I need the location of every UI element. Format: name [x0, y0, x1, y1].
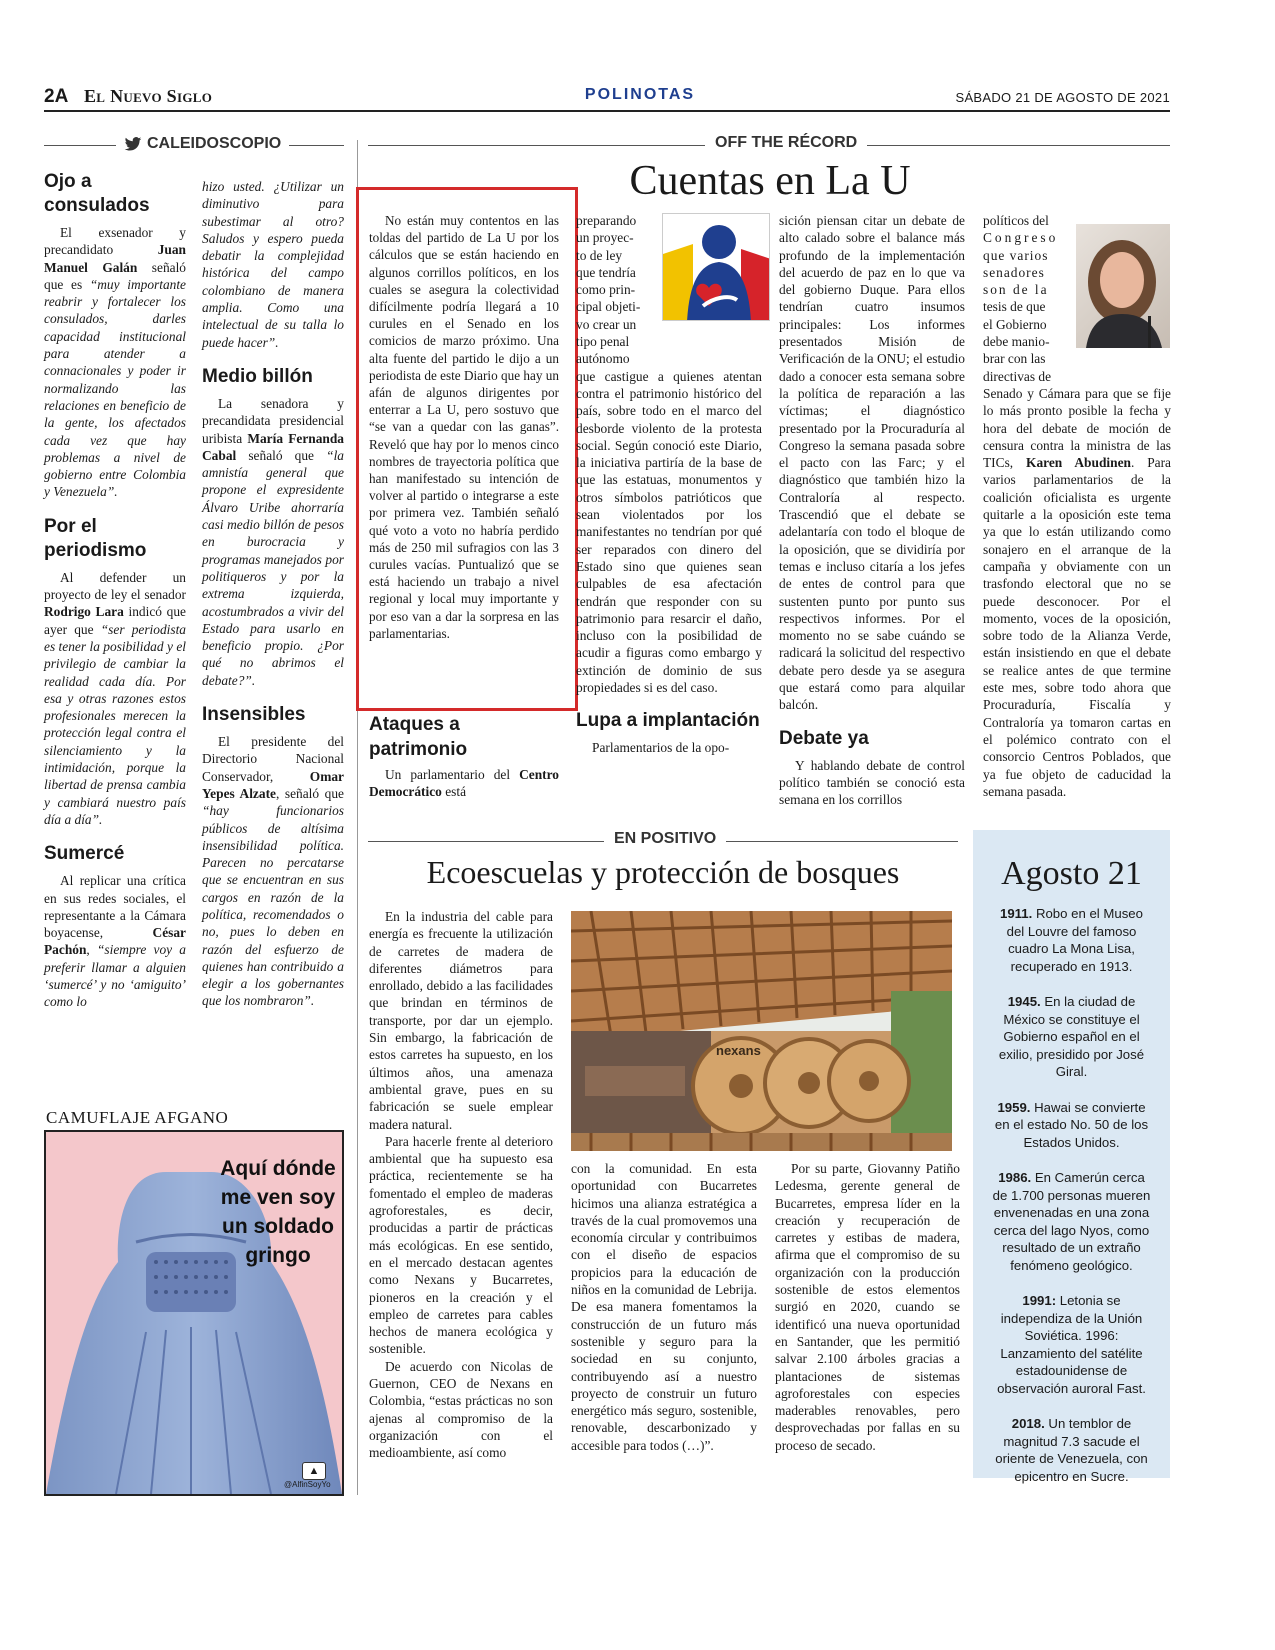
text-medio-billon: La senadora y precandidata presidencial uribista María Fernanda Cabal señaló que “la amnistía general que propone el expresidente Álvaro Uribe ahorraría casi medio billón de pesos en burocracia y programas manejados por politiqueros y por la extrema izquierda, acostumbrados a vivir del Estado para usarlo en beneficio propio. ¿Por qué no abrimos el debate?”.: [202, 395, 345, 688]
heading-ataques-patrimonio: Ataques a patrimonio: [369, 714, 468, 760]
text-guernon: De acuerdo con Nicolas de Guernon, CEO de Nexans en Colombia, “estas prácticas no son ajenas al compromiso de la organización con el medioambiente, así como: [369, 1358, 553, 1461]
enpositivo-label: EN POSITIVO: [604, 830, 726, 848]
heading-insensibles: Insensibles: [202, 704, 306, 726]
ecoschool-photo: [571, 911, 952, 1151]
date: SÁBADO 21 DE AGOSTO DE 2021: [955, 90, 1170, 105]
enpositivo-col1: [369, 908, 553, 1462]
cartoon-credit: @AlfinSoyYo: [284, 1480, 331, 1489]
text-implementacion: sición piensan citar un debate de alto calado sobre el balance más profundo de la implementación del acuerdo de paz en lo que va del gobierno Duque. Para ellos tendrían cuatro insumos principales: Los informes presentados Misión de Verificación de la ONU; el estudio dado a conocer esta semana sobre la política de reparación a las víctimas; el diagnóstico presentado por la Procuraduría al Congreso la semana pasada sobre el pacto con las Farc; y el diagnóstico que también hizo la Contraloría al respecto. Trascendió que el debate se adelantaría con todo el bloque de la oposición, que se dividiría por temas e incluso citaría a los jefes de entes de control para que sustenten punto por punto sus respectivos informes. Por el momento no se sabe cuándo se radicará la solicitud del respectivo debate pero desde ya se asegura que estará como para alquilar balcón.: [779, 213, 965, 713]
text-col4-lines: políticos del Congreso que varios senadores son de la tesis de que el Gobierno debe manio- brar con las directivas de: [983, 213, 1059, 384]
text-lupa: Parlamentarios de la opo-: [592, 740, 730, 756]
text-patrimonio: que castigue a quienes atentan contra el patrimonio histórico del país, sobre todo en el marco del desborde violento de la protesta social. Según conoció este Diario, la iniciativa partiría de la base de que las estatuas, monumentos y otros símbolos patrióticos que sean violentados por los manifestantes no tendrían por qué ser reparados con dinero del Estado sino que quienes sean culpables de esa afectación tendrán que responder con su patrimonio para resarcir el daño, incluso con la posibilidad de acudir a figuras como embargo y extinción de dominio de sus propiedades si es del caso.: [576, 368, 762, 696]
page-number: 2A: [44, 86, 69, 107]
text-debate: Y hablando debate de control político también se conoció esta semana en los corrillos: [779, 757, 965, 808]
caleidoscopio-col1: [44, 162, 186, 1011]
section-title: POLINOTAS: [584, 86, 696, 103]
text-insensibles: El presidente del Directorio Nacional Conservador, Omar Yepes Alzate, señaló que “hay funcionarios públicos de altísima insensibilidad política. Parecen no percatarse que se encuentran en sus cargos en razón de la política, recomendados o no, pues lo deben en razón del esfuerzo de quienes han contribuido a elegir a los gobernantes que los nombraron”.: [202, 734, 344, 1009]
offrecord-headline: Cuentas en La U: [629, 158, 911, 204]
caleidoscopio-label: CALEIDOSCOPIO: [147, 135, 282, 152]
ephemeris-item: 2018. Un temblor de magnitud 7.3 sacude el oriente de Venezuela, con epicentro en Sucre.: [995, 1416, 1148, 1484]
text-ataques: Un parlamentario del Centro Democrático está: [369, 767, 559, 800]
offrecord-col2: [576, 212, 762, 757]
offrecord-boxed-text: No están muy contentos en las toldas del partido de La U por los cálculos que se están haciendo en algunos corrillos políticos, en los cuales se asegura la colectividad difícilmente podría llegará a 10 curules en el Senado en los comicios de marzo próximo. Una alta fuente del partido le dijo a un periodista de este Diario que hay un afán de algunos dirigentes por enterrar a La U, pero sostuvo que “se van a quedar con las ganas”. Reveló que hay por lo menos cinco nombres de trayectoria política que han manifestado su intención de volver al partido o integrarse a este por primera vez. También señaló qué voto a voto no habría perdido más de 250 mil sufragios con las 3 curules vacías. Puntualizó que se está haciendo un trabajo a nivel regional y local muy importante y por eso van a dar la sorpresa en las parlamentarias.: [369, 213, 559, 641]
caleidoscopio-header: [44, 135, 344, 155]
text-mocion-censura: Senado y Cámara para que se fije lo más pronto posible la fecha y hora del debate de moción de censura contra la ministra de las TICs, Karen Abudinen. Para varios parlamentarios de la coalición oficialista es urgente quitarle a la oposición este tema ya que lo están utilizando como sonajero en el arranque de la campaña y obviamente con un trasfondo electoral que no se puede desconocer. Por el momento, voces de la oposición, sobre todo de la Alianza Verde, están insistiendo en que el debate se realice antes de que termine este mes, sobre todo ahora que Procuraduría, Fiscalía y Contraloría ya tomaron cartas en el polémico contrato con el consorcio Centros Poblados, que ya fue objeto de caducidad la semana pasada.: [983, 385, 1171, 799]
text-sumerce: Al replicar una crítica en sus redes sociales, el representante a la Cámara boyacense, César Pachón, “siempre voy a preferir llamar a alguien ‘sumercé’ y no ‘amiguito’ como lo: [44, 873, 186, 1010]
text-cable-intro: En la industria del cable para energía es frecuente la utilización de carretes de madera de diferentes diámetros para enrollado, debido a las facilidades que brindan en términos de transporte, por dar un ejemplo. Sin embargo, la fabricación de estos carretes ha supuesto, en los últimos años, una amenaza ambiental grave, pues en su fabricación se suele emplear madera natural.: [369, 909, 553, 1132]
text-continuation: hizo usted. ¿Utilizar un diminutivo para subestimar al otro? Saludos y espero pueda debatir la complejidad histórica del campo colombiano de manera amplia. Como una intelectual de su talla lo puede hacer”.: [202, 179, 344, 350]
ephemeris-item: 1945. En la ciudad de México se constituye el Gobierno español en el exilio, presidido por José Giral.: [998, 994, 1145, 1079]
ephemeris-item: 1911. Robo en el Museo del Louvre del famoso cuadro La Mona Lisa, recuperado en 1913.: [1000, 906, 1143, 974]
heading-sumerce: Sumercé: [44, 843, 125, 865]
offrecord-header: [368, 134, 1170, 156]
ephemeris-item: 1986. En Camerún cerca de 1.700 personas mueren envenenadas en una zona cerca del lago Nyos, como resultado de un extraño fenómeno geológico.: [992, 1170, 1151, 1273]
reel-label: nexans: [716, 1043, 761, 1058]
header-rule: [44, 110, 1170, 112]
text-ojo-consulados: El exsenador y precandidato Juan Manuel Galán señaló que es “muy importante reabrir y fortalecer los consulados, darles capacidad institucional para atender a connacionales y poder ir normalizando las relaciones en beneficio de la gente, los afectados cada vez que hay problemas a nivel de gobierno entre Colombia y Venezuela”.: [44, 225, 186, 500]
text-por-el-periodismo: Al defender un proyecto de ley el senador Rodrigo Lara indicó que ayer que “ser periodista es tener la posibilidad y el privilegio de cambiar la realidad cada día. Por esa y otras razones estos profesionales merecen la protección legal contra el silenciamiento y la intimidación, porque la libertad de prensa cambia y cambiará nuestro país día a día”.: [44, 569, 187, 827]
ephemeris-list: [990, 905, 1153, 1503]
ephemeris-title: Agosto 21: [1001, 855, 1142, 892]
enpositivo-headline: Ecoescuelas y protección de bosques: [426, 854, 900, 890]
text-col2-lines: preparando un proyec- to de ley que tendría como prin- cipal objeti- vo crear un tipo penal autónomo: [576, 213, 641, 367]
offrecord-label: OFF THE RÉCORD: [705, 134, 867, 152]
ephemeris-item: 1991: Letonia se independiza de la Unión Soviética. 1996: Lanzamiento del satélite estadounidense de observación auroral Fast.: [997, 1293, 1146, 1396]
ephemeris-item: 1959. Hawai se convierte en el estado No. 50 de los Estados Unidos.: [994, 1099, 1149, 1150]
caleidoscopio-col2: [202, 178, 344, 1010]
heading-lupa-implantacion: Lupa a implantación: [576, 710, 760, 732]
cartoon-text: Aquí dónde me ven soy un soldado gringo: [220, 1157, 336, 1267]
heading-medio-billon: Medio billón: [202, 365, 313, 387]
cartoon-signature-icon: ▲: [302, 1462, 326, 1480]
enpositivo-header: [368, 830, 958, 852]
cartoon: [44, 1130, 344, 1496]
enpositivo-col3: Por su parte, Giovanny Patiño Ledesma, gerente general de Bucarretes, empresa líder en la creación y recuperación de carretes y estibas de madera, afirma que el compromiso de su organización con la producción sostenible de estos elementos surgió en 2020, cuando se identificó una nueva oportunidad en Santander, que les permitió salvar 2.100 árboles gracias a plantaciones de sistemas agroforestales con especies maderables renovables, pero desprovechadas por fallas en su proceso de secado.: [775, 1161, 960, 1453]
text-agroforestal: Para hacerle frente al deterioro ambiental que ha supuesto esa práctica, recientemente se ha fomentado el empleo de maderas agroforestales, es decir, producidas a partir de prácticas más ecológicas. En ese sentido, en el mercado destacan agentes como Nexans y Bucarretes, pioneros en la creación y el empleo de carretes para cables hechos de manera ecológica y sostenible.: [369, 1133, 553, 1357]
offrecord-col3: [779, 212, 965, 809]
newspaper-name: El Nuevo Siglo: [84, 86, 213, 106]
enpositivo-col2: con la comunidad. En esta oportunidad con Bucarretes hicimos una alianza estratégica a través de la cual promovemos una economía circular y contribuimos con el diseño de espacios propicios para la educación de niños en la comunidad de Lebrija. De esa manera fomentamos la construcción de un futuro más sostenible y seguro para la sociedad en su conjunto, contribuyendo así a nuestro proyecto de construir un futuro energético más seguro, sostenible, renovable, descarbonizado y accesible para todos (…)”.: [571, 1161, 757, 1453]
heading-ojo-consulados: Ojo a consulados: [44, 171, 150, 216]
twitter-bird-icon: [124, 137, 142, 152]
heading-por-el-periodismo: Por el periodismo: [44, 515, 147, 561]
offrecord-col4: [983, 212, 1171, 800]
cartoon-title: CAMUFLAJE AFGANO: [46, 1108, 229, 1127]
heading-debate-ya: Debate ya: [779, 727, 869, 749]
